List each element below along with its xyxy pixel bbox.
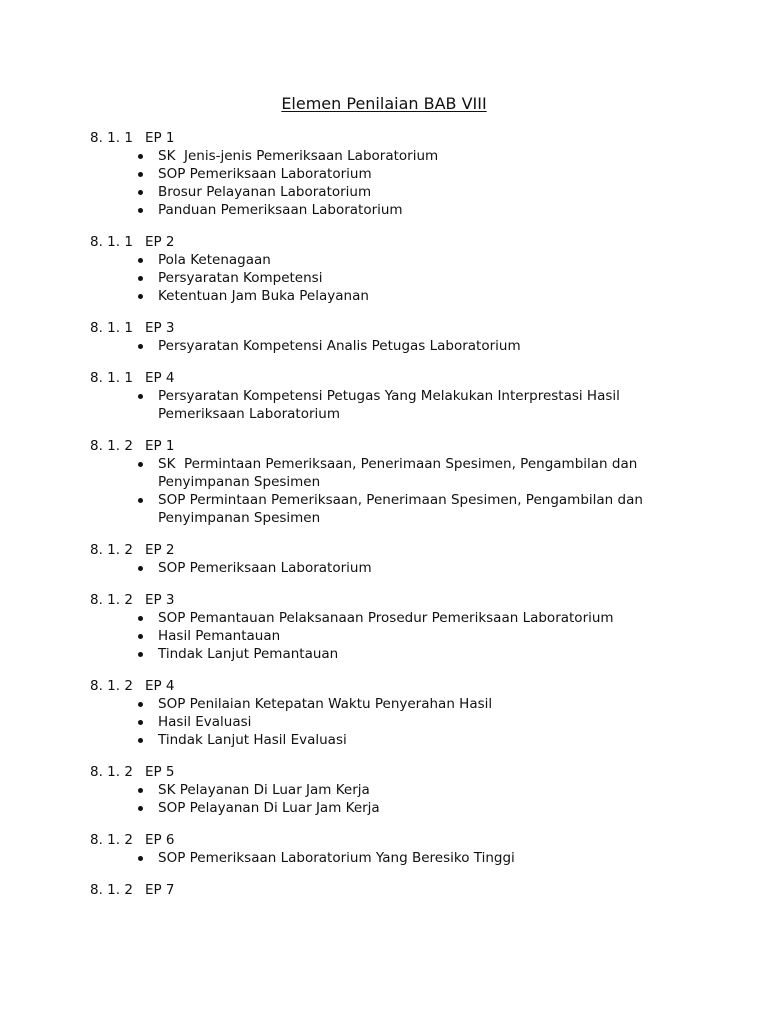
ep-label: EP 1 [144,438,175,454]
ep-section-heading [90,881,690,899]
ep-section-heading [90,369,690,387]
ep-label: EP 7 [144,882,175,898]
ep-section [90,677,690,749]
ep-section-heading [90,677,690,695]
list-item [158,609,690,627]
document-list [90,849,690,867]
document-title [0,94,768,114]
ep-section-heading [90,591,690,609]
list-item-text: SK Pelayanan Di Luar Jam Kerja [158,782,370,798]
standard-code: 8. 1. 1 [90,234,133,250]
ep-label: EP 3 [144,320,175,336]
document-list [90,337,690,355]
ep-section [90,437,690,527]
ep-label: EP 4 [144,678,175,694]
standard-code: 8. 1. 2 [90,832,133,848]
standard-code: 8. 1. 2 [90,592,133,608]
ep-section [90,763,690,817]
list-item [158,337,690,355]
standard-code: 8. 1. 2 [90,764,133,780]
ep-section-heading [90,319,690,337]
list-item [158,695,690,713]
list-item [158,799,690,817]
ep-section-heading [90,541,690,559]
ep-section [90,881,690,899]
list-item [158,269,690,287]
ep-section-heading [90,233,690,251]
document-list [90,387,690,423]
ep-section [90,591,690,663]
list-item-text: Hasil Evaluasi [158,714,252,730]
standard-code: 8. 1. 1 [90,320,133,336]
list-item-text: SOP Pemeriksaan Laboratorium [158,166,372,182]
document-list [90,609,690,663]
list-item [158,251,690,269]
list-item-text: SOP Pemeriksaan Laboratorium Yang Beresiko Tinggi [158,850,515,866]
list-item-text: Ketentuan Jam Buka Pelayanan [158,288,369,304]
ep-section-heading [90,437,690,455]
list-item [158,183,690,201]
standard-code: 8. 1. 1 [90,370,133,386]
list-item [158,287,690,305]
ep-section [90,831,690,867]
ep-section-heading [90,831,690,849]
list-item [158,455,690,491]
ep-label: EP 2 [144,542,175,558]
list-item [158,201,690,219]
document-list [90,251,690,305]
standard-code: 8. 1. 2 [90,678,133,694]
list-item-text: Persyaratan Kompetensi [158,270,323,286]
list-item-text: Hasil Pemantauan [158,628,281,644]
ep-label: EP 5 [144,764,175,780]
list-item-text: Panduan Pemeriksaan Laboratorium [158,202,403,218]
list-item [158,781,690,799]
list-item-text: Brosur Pelayanan Laboratorium [158,184,372,200]
ep-section [90,233,690,305]
list-item [158,559,690,577]
ep-section-heading [90,129,690,147]
list-item [158,713,690,731]
list-item [158,387,690,423]
list-item [158,645,690,663]
list-item [158,731,690,749]
list-item-text: SOP Pemeriksaan Laboratorium [158,560,372,576]
ep-section [90,541,690,577]
ep-label: EP 2 [144,234,175,250]
list-item-text: Tindak Lanjut Hasil Evaluasi [158,732,347,748]
document-list [90,695,690,749]
list-item-text: SOP Pemantauan Pelaksanaan Prosedur Pemeriksaan Laboratorium [158,610,614,626]
ep-label: EP 1 [144,130,175,146]
document-body [90,129,690,913]
list-item-text: SK Permintaan Pemeriksaan, Penerimaan Spesimen, Pengambilan dan Penyimpanan Spesimen [158,456,642,490]
ep-label: EP 4 [144,370,175,386]
list-item-text: SOP Pelayanan Di Luar Jam Kerja [158,800,380,816]
ep-label: EP 3 [144,592,175,608]
standard-code: 8. 1. 1 [90,130,133,146]
list-item [158,849,690,867]
standard-code: 8. 1. 2 [90,882,133,898]
list-item-text: Pola Ketenagaan [158,252,271,268]
document-list [90,781,690,817]
document-title-text: Elemen Penilaian BAB VIII [281,94,487,113]
list-item-text: Persyaratan Kompetensi Petugas Yang Melakukan Interprestasi Hasil Pemeriksaan Laboratorium [158,388,625,422]
ep-section [90,369,690,423]
document-list [90,455,690,527]
document-list [90,147,690,219]
list-item-text: Persyaratan Kompetensi Analis Petugas Laboratorium [158,338,521,354]
list-item [158,165,690,183]
list-item-text: SOP Penilaian Ketepatan Waktu Penyerahan Hasil [158,696,493,712]
standard-code: 8. 1. 2 [90,438,133,454]
ep-label: EP 6 [144,832,175,848]
list-item-text: SOP Permintaan Pemeriksaan, Penerimaan Spesimen, Pengambilan dan Penyimpanan Spesimen [158,492,648,526]
ep-section [90,129,690,219]
document-list [90,559,690,577]
ep-section [90,319,690,355]
list-item [158,627,690,645]
list-item [158,147,690,165]
list-item [158,491,690,527]
standard-code: 8. 1. 2 [90,542,133,558]
list-item-text: SK Jenis-jenis Pemeriksaan Laboratorium [158,148,439,164]
list-item-text: Tindak Lanjut Pemantauan [158,646,339,662]
ep-section-heading [90,763,690,781]
